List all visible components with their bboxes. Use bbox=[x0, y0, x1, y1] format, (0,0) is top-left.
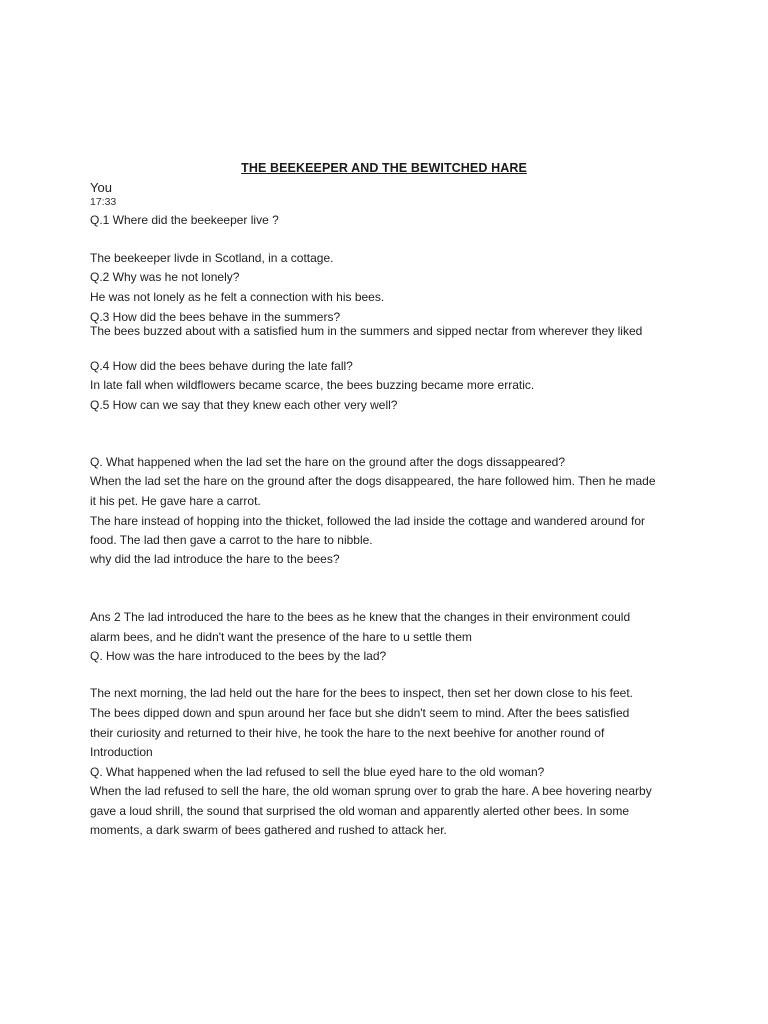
answer-refused-sell-line-2: gave a loud shrill, the sound that surprised the old woman and apparently alerted other bees. In some bbox=[90, 804, 629, 818]
answer-hare-ground-line-4: food. The lad then gave a carrot to the hare to nibble. bbox=[90, 533, 373, 547]
timestamp: 17:33 bbox=[90, 196, 117, 208]
answer-2: He was not lonely as he felt a connection with his bees. bbox=[90, 290, 385, 304]
author-name: You bbox=[90, 180, 112, 195]
question-1: Q.1 Where did the beekeeper live ? bbox=[90, 213, 279, 227]
answer-1: The beekeeper livde in Scotland, in a cottage. bbox=[90, 251, 334, 265]
answer-introduce-line-2: alarm bees, and he didn't want the presence of the hare to u settle them bbox=[90, 630, 472, 644]
question-4: Q.4 How did the bees behave during the late fall? bbox=[90, 359, 353, 373]
answer-hare-ground-line-1: When the lad set the hare on the ground after the dogs disappeared, the hare followed him. Then he made bbox=[90, 474, 656, 488]
question-hare-ground: Q. What happened when the lad set the hare on the ground after the dogs dissappeared? bbox=[90, 455, 566, 469]
answer-how-introduced-line-2: The bees dipped down and spun around her face but she didn't seem to mind. After the bees satisfied bbox=[90, 706, 630, 720]
answer-refused-sell-line-3: moments, a dark swarm of bees gathered and rushed to attack her. bbox=[90, 823, 447, 837]
question-2: Q.2 Why was he not lonely? bbox=[90, 270, 240, 284]
answer-hare-ground-line-3: The hare instead of hopping into the thicket, followed the lad inside the cottage and wandered around for bbox=[90, 514, 646, 528]
answer-how-introduced-line-4: Introduction bbox=[90, 745, 153, 759]
question-3: Q.3 How did the bees behave in the summers? bbox=[90, 310, 341, 324]
question-how-introduced: Q. How was the hare introduced to the bees by the lad? bbox=[90, 649, 387, 663]
question-5: Q.5 How can we say that they knew each other very well? bbox=[90, 398, 398, 412]
answer-4: In late fall when wildflowers became scarce, the bees buzzing became more erratic. bbox=[90, 378, 535, 392]
answer-3: The bees buzzed about with a satisfied hum in the summers and sipped nectar from wherever they liked bbox=[90, 324, 643, 338]
document-title: THE BEEKEEPER AND THE BEWITCHED HARE bbox=[241, 161, 527, 175]
question-refused-sell: Q. What happened when the lad refused to sell the blue eyed hare to the old woman? bbox=[90, 765, 545, 779]
answer-how-introduced-line-1: The next morning, the lad held out the hare for the bees to inspect, then set her down close to his feet. bbox=[90, 686, 633, 700]
question-introduce-hare: why did the lad introduce the hare to the bees? bbox=[90, 552, 340, 566]
answer-hare-ground-line-2: it his pet. He gave hare a carrot. bbox=[90, 494, 261, 508]
answer-introduce-line-1: Ans 2 The lad introduced the hare to the bees as he knew that the changes in their environment could bbox=[90, 610, 631, 624]
answer-how-introduced-line-3: their curiosity and returned to their hive, he took the hare to the next beehive for another round of bbox=[90, 726, 605, 740]
answer-refused-sell-line-1: When the lad refused to sell the hare, the old woman sprung over to grab the hare. A bee hovering nearby bbox=[90, 784, 652, 798]
